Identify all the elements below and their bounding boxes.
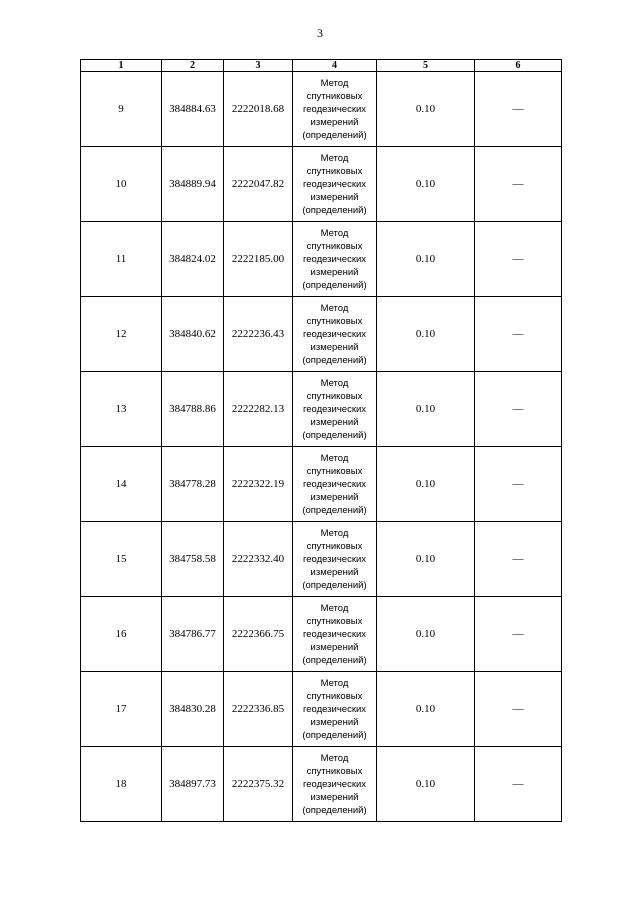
point-number-cell: 14 <box>81 447 162 522</box>
y-coordinate-cell: 2222047.82 <box>224 147 293 222</box>
note-cell: — <box>475 522 562 597</box>
coordinates-table <box>80 59 562 822</box>
page-number: 3 <box>317 26 323 40</box>
point-number-cell: 16 <box>81 597 162 672</box>
method-cell: Метод спутниковых геодезических измерений (определений) <box>293 672 377 747</box>
column-header-5: 5 <box>377 60 475 72</box>
note-cell: — <box>475 672 562 747</box>
note-cell: — <box>475 447 562 522</box>
method-cell: Метод спутниковых геодезических измерений (определений) <box>293 447 377 522</box>
table-body <box>81 72 562 822</box>
y-coordinate-cell: 2222366.75 <box>224 597 293 672</box>
method-cell: Метод спутниковых геодезических измерений (определений) <box>293 297 377 372</box>
y-coordinate-cell: 2222332.40 <box>224 522 293 597</box>
method-cell: Метод спутниковых геодезических измерений (определений) <box>293 747 377 822</box>
y-coordinate-cell: 2222185.00 <box>224 222 293 297</box>
table-row <box>81 72 562 147</box>
accuracy-cell: 0.10 <box>377 447 475 522</box>
table-row <box>81 597 562 672</box>
accuracy-cell: 0.10 <box>377 297 475 372</box>
table-row <box>81 372 562 447</box>
x-coordinate-cell: 384830.28 <box>162 672 224 747</box>
table-row <box>81 747 562 822</box>
note-cell: — <box>475 297 562 372</box>
y-coordinate-cell: 2222018.68 <box>224 72 293 147</box>
column-header-3: 3 <box>224 60 293 72</box>
table-header-row <box>81 60 562 72</box>
accuracy-cell: 0.10 <box>377 672 475 747</box>
accuracy-cell: 0.10 <box>377 597 475 672</box>
accuracy-cell: 0.10 <box>377 747 475 822</box>
y-coordinate-cell: 2222336.85 <box>224 672 293 747</box>
method-cell: Метод спутниковых геодезических измерений (определений) <box>293 72 377 147</box>
accuracy-cell: 0.10 <box>377 147 475 222</box>
x-coordinate-cell: 384786.77 <box>162 597 224 672</box>
note-cell: — <box>475 747 562 822</box>
column-header-1: 1 <box>81 60 162 72</box>
table-row <box>81 297 562 372</box>
accuracy-cell: 0.10 <box>377 72 475 147</box>
x-coordinate-cell: 384758.58 <box>162 522 224 597</box>
note-cell: — <box>475 72 562 147</box>
method-cell: Метод спутниковых геодезических измерений (определений) <box>293 522 377 597</box>
x-coordinate-cell: 384884.63 <box>162 72 224 147</box>
note-cell: — <box>475 597 562 672</box>
y-coordinate-cell: 2222322.19 <box>224 447 293 522</box>
column-header-6: 6 <box>475 60 562 72</box>
y-coordinate-cell: 2222282.13 <box>224 372 293 447</box>
point-number-cell: 11 <box>81 222 162 297</box>
method-cell: Метод спутниковых геодезических измерений (определений) <box>293 222 377 297</box>
point-number-cell: 17 <box>81 672 162 747</box>
point-number-cell: 9 <box>81 72 162 147</box>
column-header-2: 2 <box>162 60 224 72</box>
point-number-cell: 18 <box>81 747 162 822</box>
method-cell: Метод спутниковых геодезических измерений (определений) <box>293 147 377 222</box>
point-number-cell: 10 <box>81 147 162 222</box>
table-row <box>81 147 562 222</box>
x-coordinate-cell: 384889.94 <box>162 147 224 222</box>
point-number-cell: 13 <box>81 372 162 447</box>
table-row <box>81 222 562 297</box>
column-header-4: 4 <box>293 60 377 72</box>
y-coordinate-cell: 2222236.43 <box>224 297 293 372</box>
point-number-cell: 15 <box>81 522 162 597</box>
note-cell: — <box>475 372 562 447</box>
note-cell: — <box>475 147 562 222</box>
x-coordinate-cell: 384840.62 <box>162 297 224 372</box>
method-cell: Метод спутниковых геодезических измерений (определений) <box>293 372 377 447</box>
note-cell: — <box>475 222 562 297</box>
accuracy-cell: 0.10 <box>377 222 475 297</box>
y-coordinate-cell: 2222375.32 <box>224 747 293 822</box>
method-cell: Метод спутниковых геодезических измерений (определений) <box>293 597 377 672</box>
x-coordinate-cell: 384788.86 <box>162 372 224 447</box>
x-coordinate-cell: 384824.02 <box>162 222 224 297</box>
table-row <box>81 672 562 747</box>
x-coordinate-cell: 384778.28 <box>162 447 224 522</box>
x-coordinate-cell: 384897.73 <box>162 747 224 822</box>
table-row <box>81 447 562 522</box>
point-number-cell: 12 <box>81 297 162 372</box>
accuracy-cell: 0.10 <box>377 522 475 597</box>
accuracy-cell: 0.10 <box>377 372 475 447</box>
table-row <box>81 522 562 597</box>
